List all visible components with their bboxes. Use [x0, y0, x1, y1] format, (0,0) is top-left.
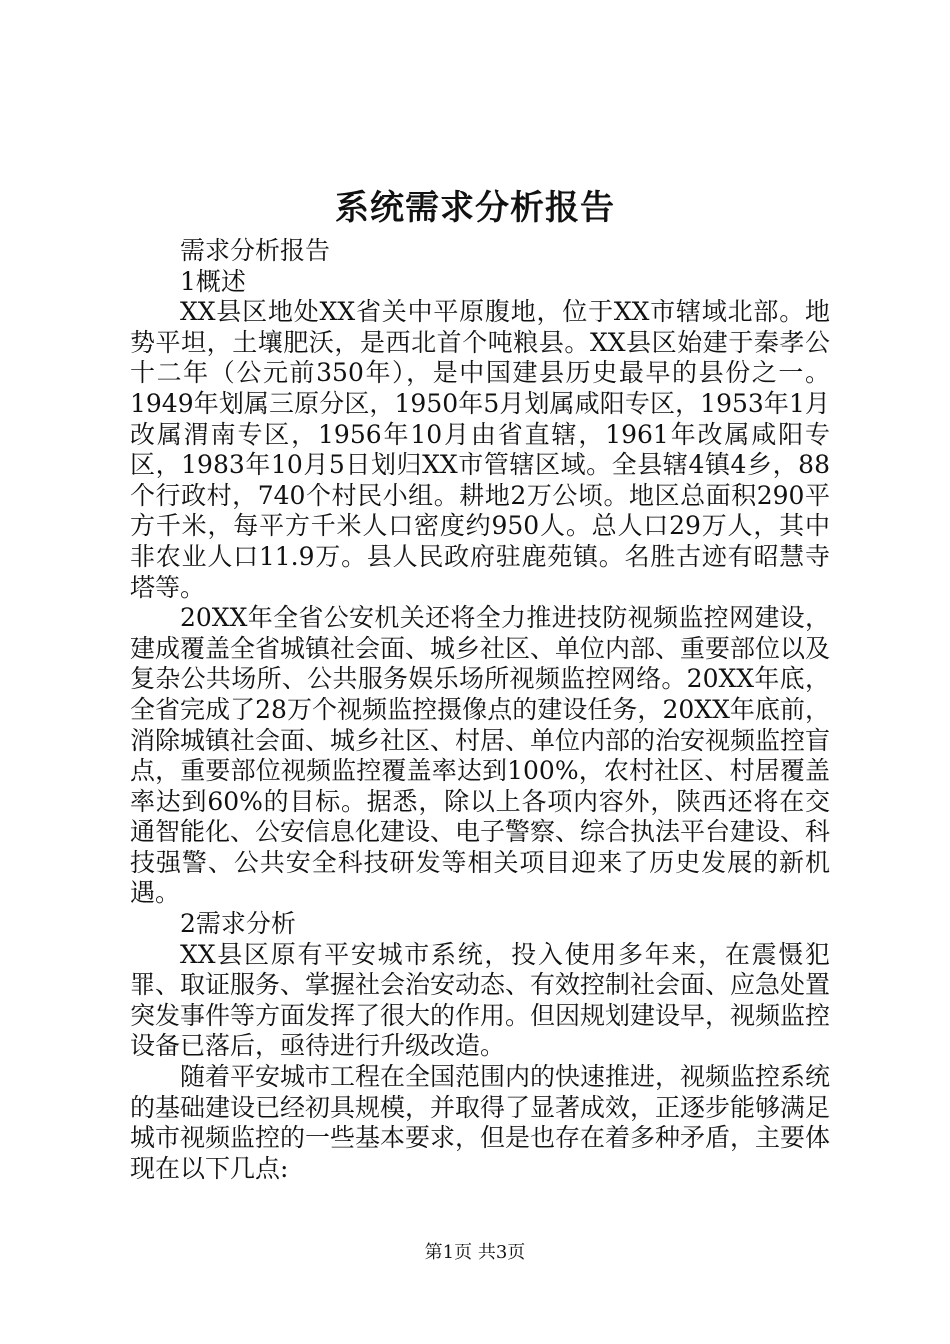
- document-title: 系统需求分析报告: [335, 188, 615, 228]
- document-body: [130, 236, 830, 1184]
- paragraph-issues-intro: 随着平安城市工程在全国范围内的快速推进，视频监控系统的基础建设已经初具规模，并取得了显著成效，正逐步能够满足城市视频监控的一些基本要求，但是也存在着多种矛盾，主要体现在以下几点:: [130, 1062, 831, 1183]
- paragraph-county-overview: XX县区地处XX省关中平原腹地，位于XX市辖域北部。地势平坦，土壤肥沃，是西北首个吨粮县。XX县区始建于秦孝公十二年（公元前350年），是中国建县历史最早的县份之一。1949年划属三原分区，1950年5月划属咸阳专区，1953年1月改属渭南专区，1956年10月由省直辖，1961年改属咸阳专区，1983年10月5日划归XX市管辖区域。全县辖4镇4乡，88个行政村，740个村民小组。耕地2万公顷。地区总面积290平方千米，每平方千米人口密度约950人。总人口29万人，其中非农业人口11.9万。县人民政府驻鹿苑镇。名胜古迹有昭慧寺塔等。: [130, 297, 830, 602]
- page-number-footer: 第1页 共3页: [424, 1242, 526, 1263]
- paragraph-video-surveillance-plan: 20XX年全省公安机关还将全力推进技防视频监控网建设，建成覆盖全省城镇社会面、城乡社区、单位内部、重要部位以及复杂公共场所、公共服务娱乐场所视频监控网络。20XX年底，全省完成了28万个视频监控摄像点的建设任务，20XX年底前，消除城镇社会面、城乡社区、村居、单位内部的治安视频监控盲点，重要部位视频监控覆盖率达到100%，农村社区、村居覆盖率达到60%的目标。据悉，除以上各项内容外，陕西还将在交通智能化、公安信息化建设、电子警察、综合执法平台建设、科技强警、公共安全科技研发等相关项目迎来了历史发展的新机遇。: [130, 603, 831, 908]
- section-heading-overview: 1概述: [180, 266, 246, 296]
- paragraph-existing-system: XX县区原有平安城市系统，投入使用多年来，在震慑犯罪、取证服务、掌握社会治安动态、有效控制社会面、应急处置突发事件等方面发挥了很大的作用。但因规划建设早，视频监控设备已落后，亟待进行升级改造。: [130, 939, 831, 1061]
- section-heading-requirements: 2需求分析: [180, 909, 296, 939]
- document-subtitle: 需求分析报告: [180, 236, 331, 265]
